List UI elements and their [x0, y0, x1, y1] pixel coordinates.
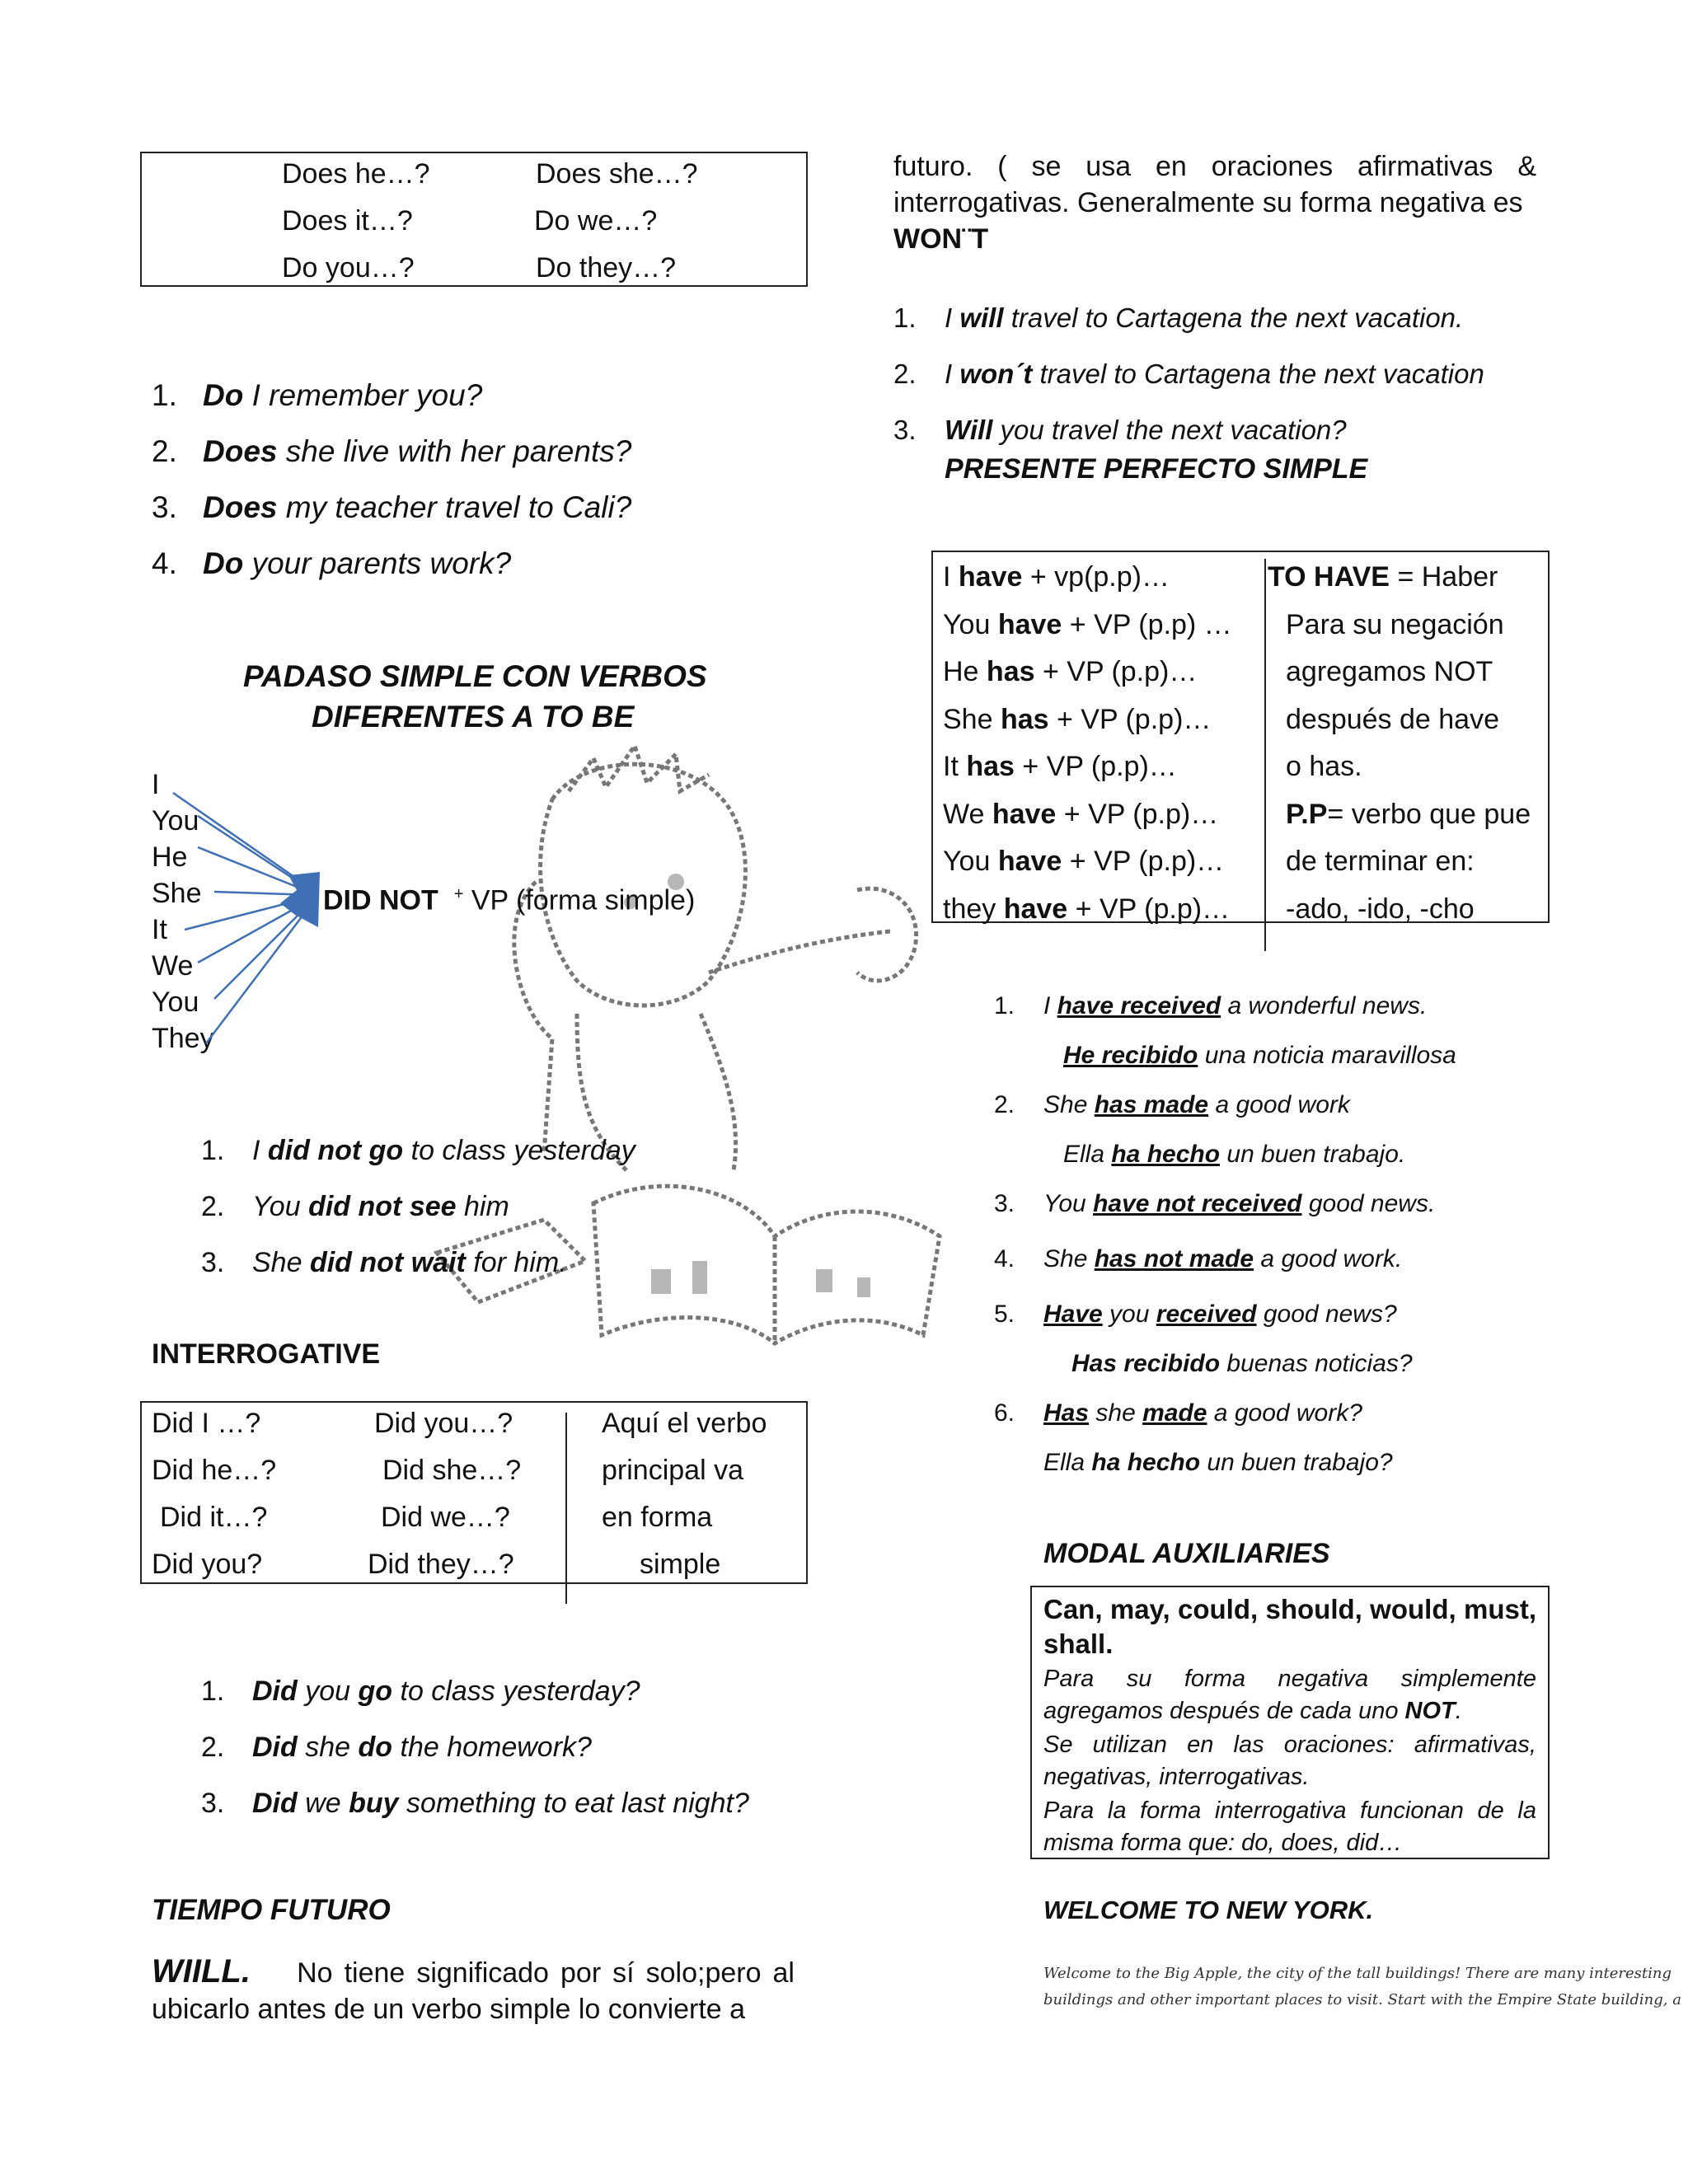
conjugation-row: You have + VP (p.p) …: [943, 608, 1232, 640]
translation-line: Has recibido buenas noticias?: [1071, 1350, 1413, 1377]
pronoun-arrows-graphic: [165, 783, 330, 1055]
new-york-text-line2: buildings and other important places to visit. Start with the Empire State building, a: [1043, 1991, 1681, 2008]
future-heading: TIEMPO FUTURO: [152, 1894, 391, 1926]
present-perfect-table: [931, 551, 1550, 923]
list-item: 1. I have received a wonderful news.: [994, 992, 1428, 1019]
did-cell: Did she…?: [382, 1455, 522, 1486]
question-cell: Do we…?: [534, 205, 658, 237]
did-cell: Did he…?: [152, 1455, 277, 1486]
conjugation-row: It has + VP (p.p)…: [943, 751, 1177, 782]
table-right-column: [1268, 554, 1531, 933]
modal-interrogative-note: Para la forma interrogativa funcionan de la misma forma que: do, does, did…: [1043, 1797, 1536, 1856]
interrogative-note: en forma: [602, 1502, 713, 1533]
new-york-heading: WELCOME TO NEW YORK.: [1043, 1896, 1374, 1924]
pronoun: We: [152, 950, 194, 982]
did-cell: Did it…?: [160, 1502, 268, 1533]
list-item: 4. Do your parents work?: [152, 546, 512, 580]
do-does-question-box: [140, 152, 808, 287]
conjugation-row: She has + VP (p.p)…: [943, 703, 1212, 735]
translation-line: Ella ha hecho un buen trabajo.: [1063, 1141, 1406, 1168]
did-question-box: [140, 1401, 808, 1584]
did-cell: Did I …?: [152, 1408, 261, 1439]
negation-note: después de have: [1286, 703, 1499, 735]
list-item: 1. I did not go to class yesterday: [201, 1135, 635, 1166]
did-cell: Did we…?: [381, 1502, 510, 1533]
pronoun: You: [152, 987, 199, 1018]
modal-negative-note: Para su forma negativa simplemente agregamos después de cada uno NOT.: [1043, 1666, 1536, 1724]
conjugation-row: they have + VP (p.p)…: [943, 893, 1231, 925]
interrogative-note: Aquí el verbo: [602, 1408, 767, 1439]
translation-line: Ella ha hecho un buen trabajo?: [1043, 1449, 1393, 1476]
present-perfect-heading: PRESENTE PERFECTO SIMPLE: [945, 453, 1368, 485]
pp-note: -ado, -ido, -cho: [1286, 893, 1475, 925]
negation-note: agregamos NOT: [1286, 656, 1493, 687]
question-cell: Does she…?: [536, 158, 698, 190]
list-item: 3. Did we buy something to eat last night?: [201, 1788, 749, 1819]
question-cell: Do you…?: [282, 252, 415, 284]
pronoun: She: [152, 878, 202, 909]
list-item: 2. Does she live with her parents?: [152, 434, 632, 468]
did-cell: Did they…?: [368, 1549, 514, 1580]
modal-auxiliaries-box: [1030, 1586, 1550, 1859]
past-negative-examples: [201, 1122, 635, 1291]
conjugation-row: I have + vp(p.p)…: [943, 561, 1170, 593]
did-cell: Did you…?: [374, 1408, 513, 1439]
interrogative-heading: INTERROGATIVE: [152, 1338, 381, 1370]
list-item: 1. Do I remember you?: [152, 378, 483, 412]
conjugation-row: We have + VP (p.p)…: [943, 798, 1219, 830]
conjugation-row: You have + VP (p.p)…: [943, 846, 1225, 877]
list-item: 2. You did not see him: [201, 1191, 509, 1222]
pronoun: It: [152, 914, 167, 945]
to-have-definition: TO HAVE = Haber: [1268, 561, 1498, 593]
question-cell: Do they…?: [536, 252, 677, 284]
modal-heading: MODAL AUXILIARIES: [1043, 1538, 1330, 1569]
box-divider: [565, 1413, 567, 1604]
pronoun: They: [152, 1023, 214, 1054]
negation-note: Para su negación: [1286, 608, 1504, 640]
list-item: 6. Has she made a good work?: [994, 1399, 1362, 1427]
do-examples-list: [152, 368, 632, 592]
past-simple-title-line2: DIFERENTES A TO BE: [312, 700, 635, 733]
list-item: 3. You have not received good news.: [994, 1190, 1436, 1217]
list-item: 2. She has made a good work: [994, 1091, 1350, 1118]
list-item: 3. Does my teacher travel to Cali?: [152, 490, 632, 524]
pp-note: de terminar en:: [1286, 846, 1475, 877]
future-paragraph-continued: futuro. ( se usa en oraciones afirmativas & interrogativas. Generalmente su forma negativa es WON¨T: [893, 151, 1536, 255]
list-item: 2. Did she do the homework?: [201, 1732, 592, 1763]
did-cell: Did you?: [152, 1549, 263, 1580]
future-paragraph: WIILL. No tiene significado por sí solo;pero al ubicarlo antes de un verbo simple lo convierte a: [152, 1953, 795, 2025]
negation-note: o has.: [1286, 751, 1362, 782]
list-item: 3. She did not wait for him.: [201, 1247, 567, 1278]
question-cell: Does he…?: [282, 158, 430, 190]
table-left-column: [943, 554, 1232, 933]
list-item: 5. Have you received good news?: [994, 1301, 1397, 1328]
question-cell: Does it…?: [282, 205, 413, 237]
conjugation-row: He has + VP (p.p)…: [943, 656, 1198, 687]
table-divider: [1264, 559, 1266, 951]
future-examples-list: [893, 290, 1484, 458]
list-item: 1. I will travel to Cartagena the next vacation.: [893, 302, 1464, 333]
pp-definition: P.P= verbo que pue: [1286, 798, 1531, 830]
translation-line: He recibido una noticia maravillosa: [1063, 1042, 1456, 1069]
list-item: 4. She has not made a good work.: [994, 1245, 1403, 1272]
pronoun: I: [152, 769, 160, 800]
did-not-formula: DID NOT + VP (forma simple): [323, 884, 696, 916]
past-simple-title-line1: PADASO SIMPLE CON VERBOS: [243, 659, 707, 693]
did-examples-list: [201, 1663, 749, 1831]
list-item: 3. Will you travel the next vacation?: [893, 415, 1347, 445]
interrogative-note: simple: [640, 1549, 721, 1580]
modal-usage-note: Se utilizan en las oraciones: afirmativas, negativas, interrogativas.: [1043, 1732, 1536, 1790]
interrogative-note: principal va: [602, 1455, 743, 1486]
list-item: 1. Did you go to class yesterday?: [201, 1675, 640, 1707]
pronoun: He: [152, 841, 188, 873]
modal-list: Can, may, could, should, would, must, shall.: [1043, 1594, 1536, 1659]
list-item: 2. I won´t travel to Cartagena the next vacation: [893, 359, 1484, 389]
new-york-text-line1: Welcome to the Big Apple, the city of the tall buildings! There are many interesting: [1043, 1965, 1672, 1982]
pronoun: You: [152, 805, 199, 837]
